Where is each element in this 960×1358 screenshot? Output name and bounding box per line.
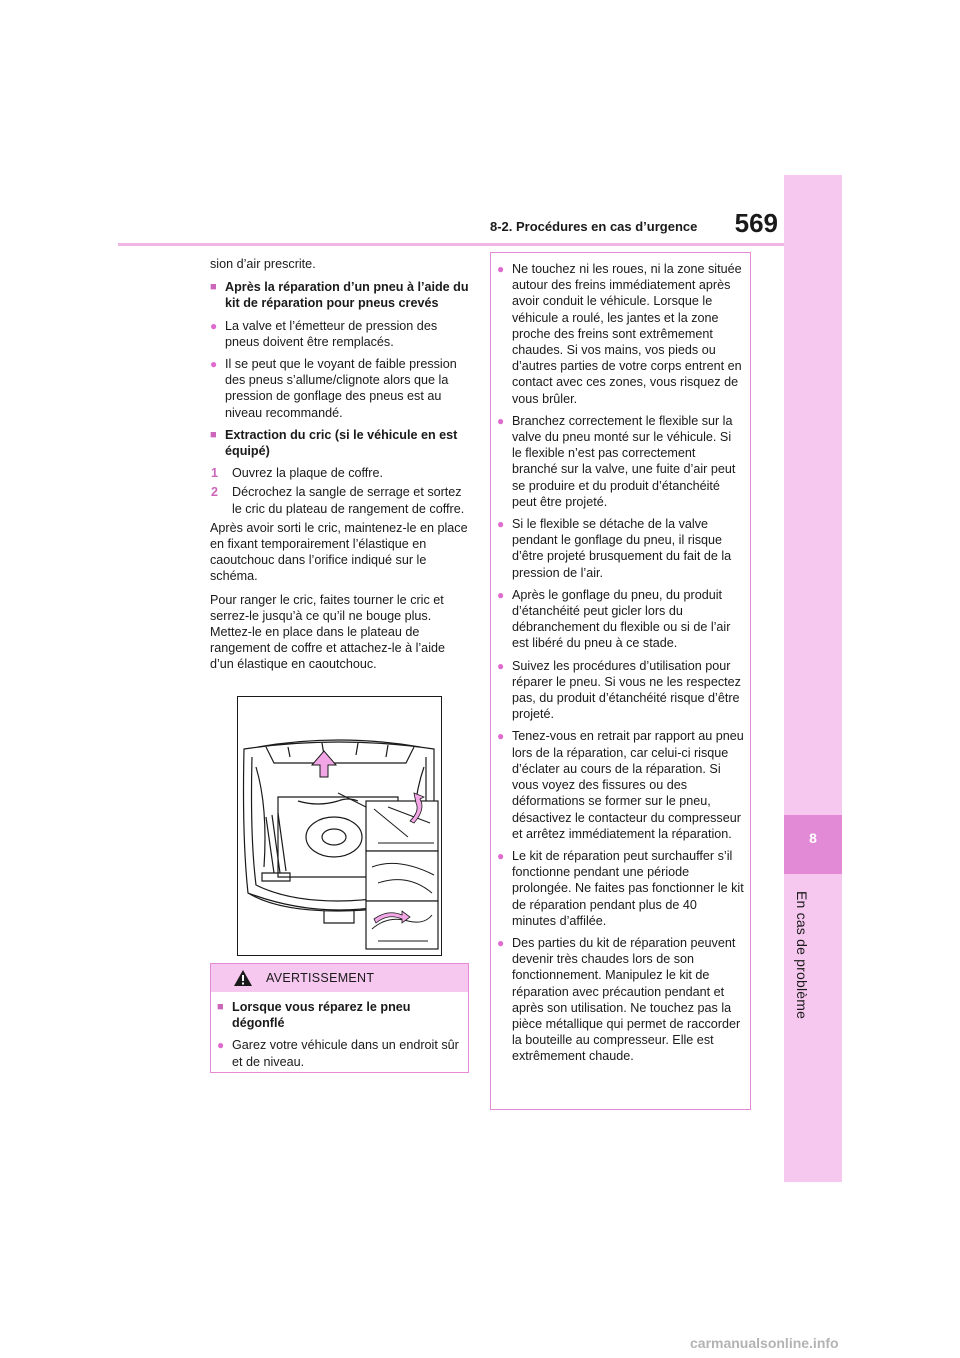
list-item-text: Le kit de réparation peut surchauffer s’il fonctionne pendant une période prolongée. Ne faites pas fonctionner le kit de réparation pendant plus de 40 minutes d’affilée. [512,848,744,928]
trunk-illustration [237,696,442,956]
list-item-text: La valve et l’émetteur de pression des pneus doivent être remplacés. [225,318,438,349]
section-title: 8-2. Procédures en cas d’urgence [490,219,698,234]
circle-bullet-icon: ● [217,1038,225,1053]
circle-bullet-icon: ● [497,729,505,744]
step-1 [210,465,470,481]
warning-box-continued [490,252,751,1110]
step-number: 1 [211,466,219,481]
step-2 [210,484,470,516]
paragraph-jack-store: Pour ranger le cric, faites tourner le cric et serrez-le jusqu’à ce qu’il ne bouge plus. Mettez-le en place dans le plateau de rangement de coffre et attachez-le à l’aide d’un élastique en caoutchouc. [210,592,445,672]
list-item-text: Il se peut que le voyant de faible pression des pneus s’allume/clignote alors que la pression de gonflage des pneus est au niveau recommandé. [225,357,457,420]
circle-bullet-icon: ● [497,587,505,602]
warning-heading [217,999,461,1031]
list-item-text: Après le gonflage du pneu, du produit d’étanchéité peut gicler lors du débranchement du flexible ou si de l’air est libéré du pneu à ce stade. [512,587,731,651]
warning-title: AVERTISSEMENT [266,971,375,985]
list-item-text: Ne touchez ni les roues, ni la zone située autour des freins immédiatement après avoir conduit le véhicule. Lorsque le véhicule a roulé, les jantes et la zone proche des freins sont extrêmement chaudes. Si vos mains, vos pieds ou d’autres parties de votre corps entrent en contact avec ces zones, vous risquez de vous brûler. [512,262,742,406]
heading-text: Après la réparation d’un pneu à l’aide du kit de réparation pour pneus crevés [225,280,469,311]
trunk-drawing [238,697,441,955]
warning-body [211,992,468,1070]
square-bullet-icon: ■ [217,1001,224,1013]
list-item-text: Des parties du kit de réparation peuvent devenir très chaudes lors de son fonctionnement. Manipulez le kit de réparation avec précaution pendant et après son utilisation. Ne touchez pas la pièce métallique qui permet de raccorder la bouteille au compresseur. Elle est extrêmement chaude. [512,935,741,1064]
warning-box [210,963,469,1073]
step-number: 2 [211,485,219,500]
list-item [497,728,744,841]
list-item [217,1037,461,1069]
step-text: Ouvrez la plaque de coffre. [232,466,383,481]
step-text: Décrochez la sangle de serrage et sortez le cric du plateau de rangement de coffre. [232,485,465,516]
list-item [497,587,744,652]
watermark: carmanualsonline.info [690,1335,839,1351]
warning-header [211,964,468,992]
circle-bullet-icon: ● [210,318,218,333]
heading-text: Extraction du cric (si le véhicule en est équipé) [225,427,458,459]
paragraph-jack-hold: Après avoir sorti le cric, maintenez-le en place en fixant temporairement l’élastique en caoutchouc dans l’orifice indiqué sur le schéma. [210,520,468,584]
list-item [497,261,744,407]
circle-bullet-icon: ● [497,935,505,950]
page-number: 569 [734,208,778,238]
square-bullet-icon: ■ [210,428,217,441]
list-item [497,935,744,1065]
heading-after-repair [210,279,470,311]
intro-text: sion d’air prescrite. [210,257,316,271]
list-item [210,318,470,350]
left-column [210,256,470,680]
list-item [210,356,470,421]
heading-text: Lorsque vous réparez le pneu dégonflé [232,1000,411,1031]
list-item-text: Suivez les procédures d’utilisation pour réparer le pneu. Si vous ne les respectez pas, du produit d’étanchéité risque d’être projeté. [512,658,741,722]
list-item [497,413,744,510]
circle-bullet-icon: ● [210,357,218,372]
list-item-text: Si le flexible se détache de la valve pendant le gonflage du pneu, il risque d’être projeté brusquement du fait de la pression de l’air. [512,517,732,580]
square-bullet-icon: ■ [210,281,217,294]
chapter-side-tab [784,175,842,1182]
list-item [497,658,744,723]
list-item-text: Garez votre véhicule dans un endroit sûr et de niveau. [232,1038,459,1069]
list-item [497,516,744,581]
circle-bullet-icon: ● [497,413,505,428]
list-item [497,848,744,929]
circle-bullet-icon: ● [497,517,505,532]
chapter-number: 8 [809,830,817,846]
circle-bullet-icon: ● [497,262,505,276]
warning-triangle-icon [233,969,253,987]
list-item-text: Branchez correctement le flexible sur la valve du pneu monté sur le véhicule. Si le flexible n’est pas correctement branché sur la valve, une fuite d’air peut se produire et du produit d’étanchéité peut être projeté. [512,413,736,509]
warning-list [491,253,750,1065]
header-divider [118,243,784,246]
chapter-title-text: En cas de problème [794,891,810,1020]
heading-jack-removal [210,427,470,459]
circle-bullet-icon: ● [497,658,505,673]
circle-bullet-icon: ● [497,848,505,863]
list-item-text: Tenez-vous en retrait par rapport au pneu lors de la réparation, car celui-ci risque d’éclater au cours de la réparation. Si vous voyez des fissures ou des déformations se former sur le pneu, désactivez le contacteur du compresseur et arrêtez immédiatement la réparation. [512,729,744,841]
chapter-title [790,891,836,1161]
